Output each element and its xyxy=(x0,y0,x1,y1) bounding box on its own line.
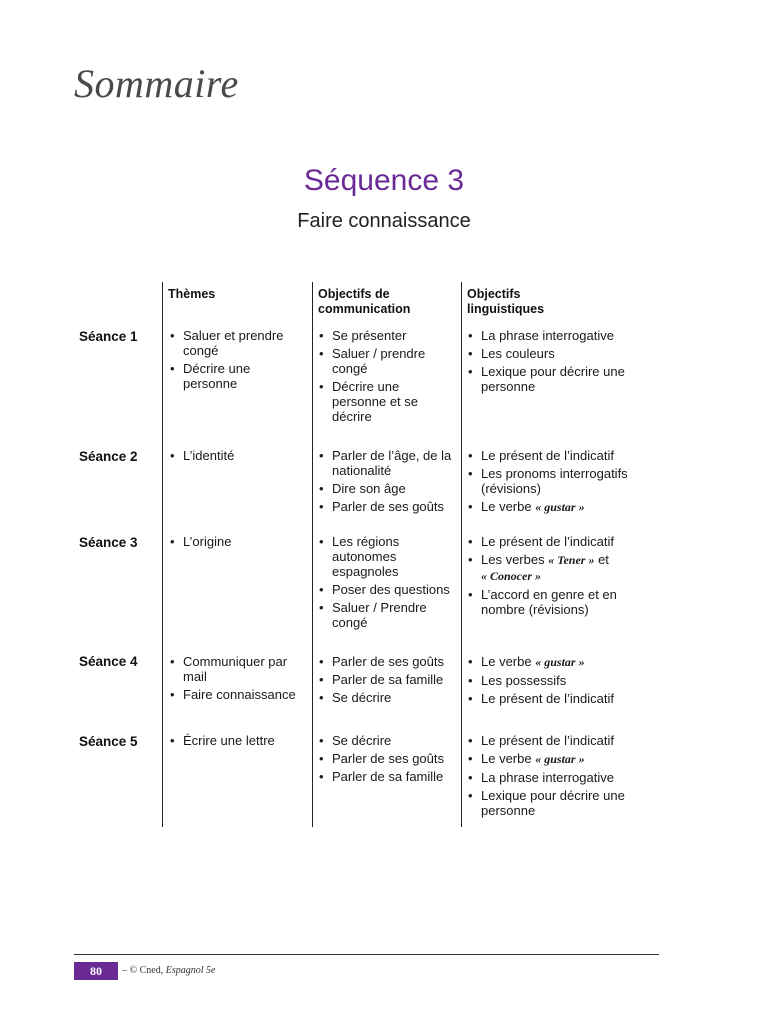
list-item: • Communiquer par mail xyxy=(168,654,306,684)
list-item: • Lexique pour décrire une personne xyxy=(466,788,646,818)
communication-cell xyxy=(317,654,457,708)
footer-rule xyxy=(74,954,659,955)
page-title: Sommaire xyxy=(74,61,239,106)
list-item: • Les pronoms interrogatifs (révisions) xyxy=(466,466,646,496)
list-item: • Le présent de l’indicatif xyxy=(466,534,646,549)
seance-label: Séance 4 xyxy=(79,654,138,669)
list-item: • Parler de sa famille xyxy=(317,672,457,687)
spanish-verb: « Tener » xyxy=(548,553,595,567)
list-item: • Parler de ses goûts xyxy=(317,654,457,669)
list-item: • Parler de ses goûts xyxy=(317,499,457,514)
communication-cell xyxy=(317,328,457,427)
list-item: • Saluer / Prendre congé xyxy=(317,600,457,630)
column-divider xyxy=(461,282,462,827)
communication-cell xyxy=(317,733,457,787)
list-item: • Parler de sa famille xyxy=(317,769,457,784)
themes-cell xyxy=(168,654,306,705)
list-item: • La phrase interrogative xyxy=(466,770,646,785)
sequence-title: Séquence 3 xyxy=(303,164,465,197)
list-item: • Se présenter xyxy=(317,328,457,343)
list-item: • L’accord en genre et en nombre (révisions) xyxy=(466,587,646,617)
themes-cell xyxy=(168,328,306,394)
themes-cell xyxy=(168,534,306,552)
list-item: • Le verbe « gustar » xyxy=(466,499,646,515)
list-item: • Se décrire xyxy=(317,690,457,705)
footer-brand: Espagnol 5e xyxy=(165,965,216,976)
linguistics-cell xyxy=(466,654,646,709)
list-item: • L’origine xyxy=(168,534,306,549)
spanish-verb: « Conocer » xyxy=(481,569,541,583)
linguistics-cell xyxy=(466,534,646,620)
list-item: • Les possessifs xyxy=(466,673,646,688)
spanish-verb: « gustar » xyxy=(535,752,585,766)
list-item: • Décrire une personne xyxy=(168,361,278,391)
list-item: • Les régions autonomes espagnoles xyxy=(317,534,427,579)
list-item: • Décrire une personne et se décrire xyxy=(317,379,442,424)
communication-cell xyxy=(317,534,457,633)
list-item: • Le présent de l’indicatif xyxy=(466,733,646,748)
column-divider xyxy=(162,282,163,827)
list-item: • Lexique pour décrire une personne xyxy=(466,364,646,394)
spanish-verb: « gustar » xyxy=(535,500,585,514)
list-item: • Parler de l’âge, de la nationalité xyxy=(317,448,457,478)
list-item: • Saluer / prendre congé xyxy=(317,346,457,376)
list-item: • Le présent de l’indicatif xyxy=(466,691,646,706)
seance-label: Séance 2 xyxy=(79,449,138,464)
list-item: • Poser des questions xyxy=(317,582,457,597)
list-item: • Les verbes « Tener » et « Conocer » xyxy=(466,552,646,584)
linguistics-cell xyxy=(466,448,646,518)
header-themes: Thèmes xyxy=(168,287,216,301)
linguistics-cell xyxy=(466,328,646,397)
seance-label: Séance 1 xyxy=(79,329,138,344)
list-item: • L’identité xyxy=(168,448,306,463)
header-communication: Objectifs de communication xyxy=(318,287,411,316)
list-item: • Se décrire xyxy=(317,733,457,748)
spanish-verb: « gustar » xyxy=(535,655,585,669)
sequence-subtitle: Faire connaissance xyxy=(297,210,471,232)
themes-cell xyxy=(168,733,306,751)
list-item: • Le verbe « gustar » xyxy=(466,654,646,670)
list-item: • Faire connaissance xyxy=(168,687,306,702)
list-item: • Écrire une lettre xyxy=(168,733,306,748)
seance-label: Séance 5 xyxy=(79,734,138,749)
list-item: • Parler de ses goûts xyxy=(317,751,457,766)
seance-label: Séance 3 xyxy=(79,535,138,550)
themes-cell xyxy=(168,448,306,466)
communication-cell xyxy=(317,448,457,517)
page-number-badge: 80 xyxy=(74,962,118,980)
column-divider xyxy=(312,282,313,827)
list-item: • Dire son âge xyxy=(317,481,457,496)
list-item: • Le verbe « gustar » xyxy=(466,751,646,767)
header-linguistics: Objectifs linguistiques xyxy=(467,287,545,316)
list-item: • Saluer et prendre congé xyxy=(168,328,306,358)
linguistics-cell xyxy=(466,733,646,821)
list-item: • La phrase interrogative xyxy=(466,328,646,343)
list-item: • Le présent de l’indicatif xyxy=(466,448,646,463)
footer-credit: – © Cned, Espagnol 5e xyxy=(122,965,216,976)
list-item: • Les couleurs xyxy=(466,346,646,361)
